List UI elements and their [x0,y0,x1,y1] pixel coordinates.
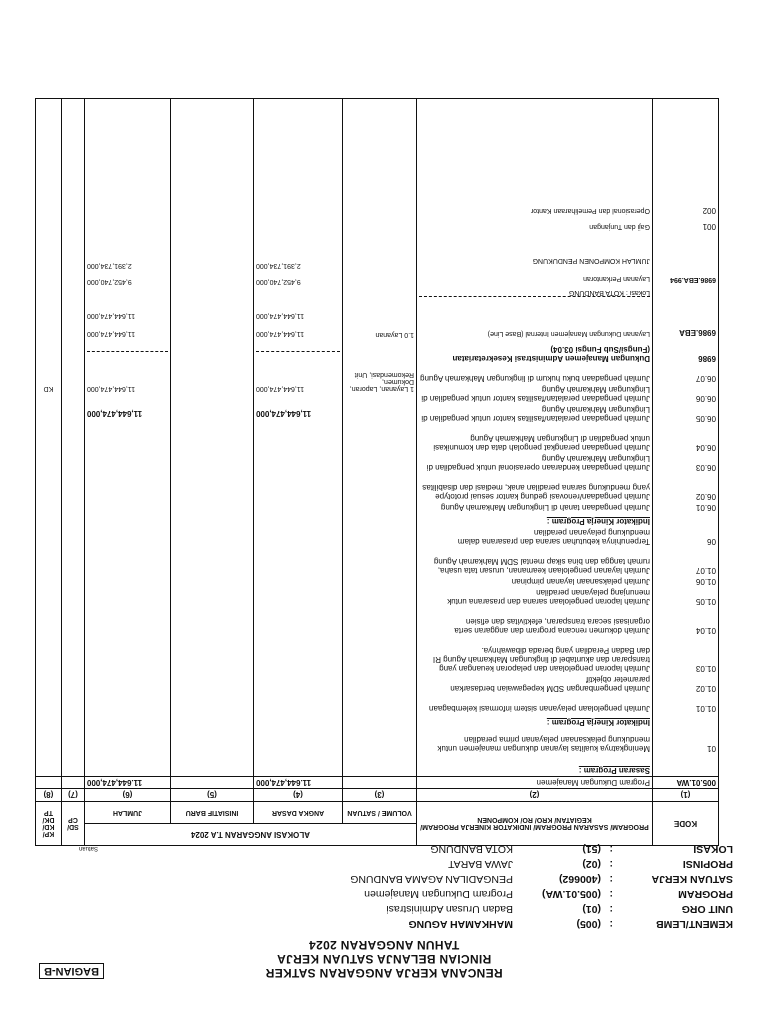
indikator-text: Jumlah pengelolaan pelayanan sistem informasi kelembagaan [428,704,650,713]
komponen-jumlah: 11,644,474,000 [86,312,136,319]
col-header-inisiatif: INISIATIF BARU [171,802,254,824]
indikator-code: 01.04 [695,626,716,635]
budget-table [35,98,719,846]
kegiatan-angka-dasar: 11,644,474,000 [256,409,312,418]
program-name: Program Dukungan Manajemen [417,777,653,789]
sdcp-column [61,99,84,777]
indikator-text: Jumlah laporan pengelolaan dan pelaporan keuangan yang transparan dan akuntabel di lingkungan Mahkamah Agung RI dan Badan Peradilan yang berada dibawahnya. [432,646,650,673]
header-value: Badan Urusan Administrasi [386,903,513,915]
sasaran-text: Terpenuhinya kebutuhan sarana dan prasarana dalam mendukung pelayanan peradilan [457,528,650,546]
indikator-code: 06.04 [695,443,716,452]
column-number-row [35,789,718,802]
kegiatan-code: 6986 [698,354,716,363]
indikator-code: 06.05 [695,414,716,423]
komponen-code: 002 [702,206,716,215]
indikator-text: Jumlah pengadaan/renovasi gedung kantor sesuai prototype yang mendukung sarana peradilan anak, mediasi dan disabilitas [422,483,650,501]
unit-note: Satuan [78,845,98,851]
indikator-code: 06.01 [695,503,716,512]
inisiatif-column [171,99,254,777]
column-number: (7) [61,789,84,802]
header-code: (51) [582,843,601,855]
col-header-kode: KODE [653,802,719,846]
header-label: KEMENT/LEMB [656,918,733,930]
indikator-code: 01.01 [695,704,716,713]
program-row [35,777,718,789]
indikator-text: Jumlah pengadaan perangkat pengolah data dan komunikasi untuk pengadilan di Lingkungan Mahkamah Agung [433,434,650,452]
column-number: (6) [84,789,170,802]
indikator-code: 06.06 [695,394,716,403]
doc-subtitle: RINCIAN BELANJA SATUAN KERJA [276,952,492,966]
header-value: JAWA BARAT [448,858,513,870]
komponen-angka-dasar: 11,644,474,000 [256,312,305,319]
indikator-code: 01.07 [695,566,716,575]
komponen-text: Gaji dan Tunjangan [589,223,650,230]
indikator-text: Jumlah pelaksanaan layanan pimpinan [511,577,650,586]
lokasi-label: Lokasi : [625,289,650,296]
indikator-code: 01.03 [695,664,716,673]
header-code: (005) [576,918,601,930]
header-label: PROPINSI [682,858,733,870]
col-header-sdcp: SD/ CP [61,802,84,846]
program-jumlah: 11.644,474,000 [84,777,170,789]
komponen-heading: JUMLAH KOMPONEN PENDUKUNG [532,257,650,264]
ro-volume: 1.0 Layanan [375,331,414,338]
header-value: PENGADILAN AGAMA BANDUNG [350,873,513,885]
indikator-code: 06.02 [695,492,716,501]
column-number: (5) [171,789,254,802]
header-label: SATUAN KERJA [651,873,733,885]
kegiatan-jumlah: 11,644,474,000 [86,409,143,418]
komponen-text: Operasional dan Pemeliharaan Kantor [530,207,650,214]
kro-kp: KD [43,385,54,392]
header-row: PROGRAM : (005.01.WA) Program Dukungan Manajemen [364,888,733,900]
header-value: MAHKAMAH AGUNG [408,918,513,930]
indikator-code: 01.02 [695,684,716,693]
indikator-text: Jumlah laporan pengelolaan sarana dan prasarana untuk menunjang pelayanan peradilan [447,588,650,606]
header-code: (400662) [558,873,601,885]
kro-text: Layanan Dukungan Manajemen Internal (Base Line) [419,296,650,337]
indikator-code: 06.03 [695,463,716,472]
header-code: (01) [582,903,601,915]
komponen-code: 001 [702,222,716,231]
indikator-text: Jumlah pengadaan peralatan/fasilitas kantor untuk pengadilan di Lingkungan Mahkamah Agung [421,385,650,403]
col-header-program: PROGRAM/ SASARAN PROGRAM/ INDIKATOR KINERJA PROGRAM/ KEGIATAN/ KRO/ RO/ KOMPONEN [417,802,653,846]
col-header-angka-dasar: ANGKA DASAR [254,802,343,824]
lokasi-value: KOTA BANDUNG [568,289,624,296]
indikator-code: 06.07 [695,374,716,383]
indikator-code: 01.06 [695,577,716,586]
kro-angka-dasar: 11,644,474,000 [256,351,340,392]
ro-jumlah: 11,644,474,000 [86,330,136,337]
kro-volume: 1 Layanan, Laporan, Dokumen, Rekomendasi, Unit [349,371,414,392]
doc-title: RENCANA KERJA ANGGARAN SATKER [265,966,503,980]
kro-jumlah: 11,644,474,000 [87,351,168,392]
header-row: SATUAN KERJA : (400662) PENGADILAN AGAMA BANDUNG [350,873,733,885]
komponen-jumlah: 9,452,740,000 [86,278,132,285]
section-badge: BAGIAN-B [39,963,104,979]
header-label: LOKASI [693,843,733,855]
header-code: (02) [582,858,601,870]
indikator-text: Jumlah pengadaan tanah di Lingkungan Mahkamah Agung [440,503,650,512]
indikator-heading: Indikator Kinerja Program : [546,718,650,727]
sasaran-text: Meningkatnya kualitas layanan dukungan manajemen untuk mendukung pelaksanaan pelayanan prima peradilan [437,735,650,753]
uraian-column [417,99,653,777]
header-value: Program Dukungan Manajemen [364,888,513,900]
header-code: (005.01.WA) [542,888,601,900]
header-row: PROPINSI : (02) JAWA BARAT [448,858,733,870]
lokasi-line [419,282,650,296]
sasaran-heading: Sasaran Program : [578,766,650,775]
header-row: UNIT ORG : (01) Badan Urusan Administrasi [386,903,733,915]
header-value: KOTA BANDUNG [430,843,513,855]
column-number: (4) [254,789,343,802]
kegiatan-text: Dukungan Manajemen Administrasi Kesekretariatan (Fungsi/Sub Fungsi 03.04) [452,345,650,363]
komponen-angka-dasar: 2,391,734,000 [256,262,301,269]
header-info [173,840,733,930]
col-header-volume: VOLUME / SATUAN [343,802,417,824]
column-number: (2) [417,789,653,802]
indikator-text: Jumlah layanan pengelolaan keamanan, urusan tata usaha, rumah tangga dan bina sikap mental SDM Mahkamah Agung [433,557,650,575]
indikator-text: Jumlah dokumen rencana program dan anggaran serta organisasi secara transparan, efektivitas dan efisien [454,617,650,635]
column-number: (1) [653,789,719,802]
kode-column [653,99,719,777]
jumlah-column [84,99,170,777]
sasaran-code: 06 [707,537,716,546]
ro-text: Layanan Perkantoran [583,275,650,282]
ro-code: 6986.EBA.994 [670,276,716,283]
header-label: UNIT ORG [681,903,733,915]
header-label: PROGRAM [678,888,733,900]
ro-angka-dasar: 11,644,474,000 [256,330,305,337]
indikator-text: Jumlah pengembangan SDM kepegawaian berdasarkan parameter objektif [450,675,650,693]
doc-year: TAHUN ANGGARAN 2024 [308,938,460,952]
sasaran-code: 01 [707,744,716,753]
kro-code: 6986.EBA [679,328,716,337]
kpkd-column [35,99,61,777]
body-rows [35,99,718,777]
program-code: 005.01.WA [653,777,719,789]
col-header-alokasi: ALOKASI ANGGARAN T.A 2024 [84,824,416,846]
indikator-code: 01.05 [695,597,716,606]
column-number: (3) [343,789,417,802]
komponen-angka-dasar: 9,452,740,000 [256,278,301,285]
angka-dasar-column [254,99,343,777]
col-header-jumlah: JUMLAH [84,802,170,824]
col-header-kpkd: KP/ KD/ DK/ TP [35,802,61,846]
volume-column [343,99,417,777]
program-angka-dasar: 11.644,474,000 [254,777,343,789]
indikator-text: Jumlah pengadaan buku hukum di lingkungan Mahkamah Agung [420,374,650,383]
column-number: (8) [35,789,61,802]
indikator-text: Jumlah pengadaan peralatan/fasilitas kantor untuk pengadilan di Lingkungan Mahkamah Agung [421,405,650,423]
komponen-jumlah: 2,391,734,000 [86,262,132,269]
indikator-heading: Indikator Kinerja Program : [546,517,650,526]
header-row: KEMENT/LEMB : (005) MAHKAMAH AGUNG [408,918,733,930]
header-row: LOKASI : (51) KOTA BANDUNG [430,843,733,855]
indikator-text: Jumlah pengadaan kendaraan operasional untuk pengadilan di Lingkungan Mahkamah Agung [426,454,650,472]
